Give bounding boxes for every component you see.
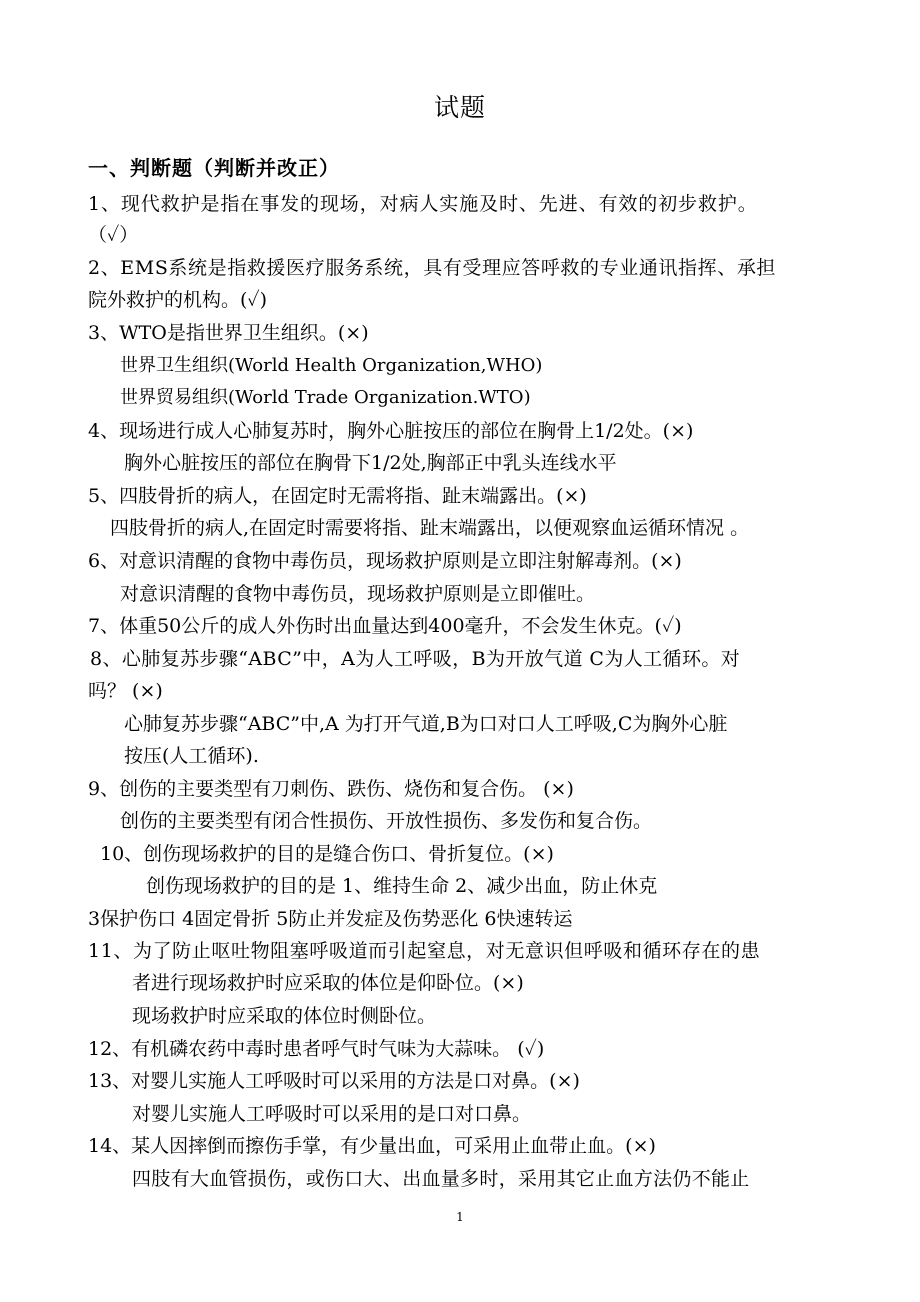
text-line: 心肺复苏步骤“ABC”中,A 为打开气道,B为口对口人工呼吸,C为胸外心脏 — [124, 713, 728, 735]
text-line: 吗？ (×) — [88, 680, 163, 702]
text-line: 按压(人工循环). — [124, 745, 259, 767]
text-line: 10、创伤现场救护的目的是缝合伤口、骨折复位。(×) — [100, 843, 554, 865]
text-line: 世界贸易组织(World Trade Organization.WTO) — [120, 387, 531, 408]
text-line: 3保护伤口 4固定骨折 5防止并发症及伤势恶化 6快速转运 — [88, 908, 573, 930]
text-line: 12、有机磷农药中毒时患者呼气时气味为大蒜味。 (✓) — [88, 1038, 545, 1060]
text-line: 6、对意识清醒的食物中毒伤员，现场救护原则是立即注射解毒剂。(×) — [88, 550, 682, 572]
text-line: 1、现代救护是指在事发的现场，对病人实施及时、先进、有效的初步救护。 — [88, 193, 758, 215]
text-line: （✓） — [88, 224, 139, 246]
text-line: 13、对婴儿实施人工呼吸时可以采用的方法是口对鼻。(×) — [88, 1070, 580, 1092]
text-line: 4、现场进行成人心肺复苏时，胸外心脏按压的部位在胸骨上1/2处。(×) — [88, 420, 694, 442]
page-number: 1 — [456, 1210, 464, 1224]
text-line: 院外救护的机构。(✓) — [88, 289, 268, 311]
text-line: 创伤现场救护的目的是 1、维持生命 2、减少出血，防止休克 — [146, 875, 658, 897]
text-line: 8、心肺复苏步骤“ABC”中，A为人工呼吸，B为开放气道 C为人工循环。对 — [90, 648, 741, 670]
text-line: 四肢骨折的病人,在固定时需要将指、趾末端露出，以便观察血运循环情况 。 — [110, 517, 750, 539]
text-line: 者进行现场救护时应采取的体位是仰卧位。(×) — [132, 972, 524, 994]
text-line: 7、体重50公斤的成人外伤时出血量达到400毫升，不会发生休克。(✓) — [88, 615, 682, 637]
text-line: 胸外心脏按压的部位在胸骨下1/2处,胸部正中乳头连线水平 — [124, 452, 617, 474]
text-line: 创伤的主要类型有闭合性损伤、开放性损伤、多发伤和复合伤。 — [120, 810, 653, 832]
text-line: 14、某人因摔倒而擦伤手掌，有少量出血，可采用止血带止血。(×) — [88, 1135, 656, 1157]
text-line: 现场救护时应采取的体位时侧卧位。 — [132, 1005, 437, 1027]
text-line: 对意识清醒的食物中毒伤员，现场救护原则是立即催吐。 — [120, 583, 596, 605]
text-line: 3、WTO是指世界卫生组织。(×) — [88, 322, 369, 344]
text-line: 5、四肢骨折的病人，在固定时无需将指、趾末端露出。(×) — [88, 485, 587, 507]
text-line: 2、EMS系统是指救援医疗服务系统，具有受理应答呼救的专业通讯指挥、承担 — [88, 257, 777, 279]
text-line: 对婴儿实施人工呼吸时可以采用的是口对口鼻。 — [132, 1103, 532, 1125]
text-line: 世界卫生组织(World Health Organization,WHO) — [120, 355, 543, 376]
text-line: 四肢有大血管损伤，或伤口大、出血量多时，采用其它止血方法仍不能止 — [132, 1168, 750, 1190]
page-title: 试题 — [433, 93, 486, 122]
section-heading: 一、判断题（判断并改正） — [88, 156, 340, 180]
text-line: 9、创伤的主要类型有刀刺伤、跌伤、烧伤和复合伤。 (×) — [88, 778, 574, 800]
text-line: 11、为了防止呕吐物阻塞呼吸道而引起窒息，对无意识但呼吸和循环存在的患 — [88, 940, 761, 962]
